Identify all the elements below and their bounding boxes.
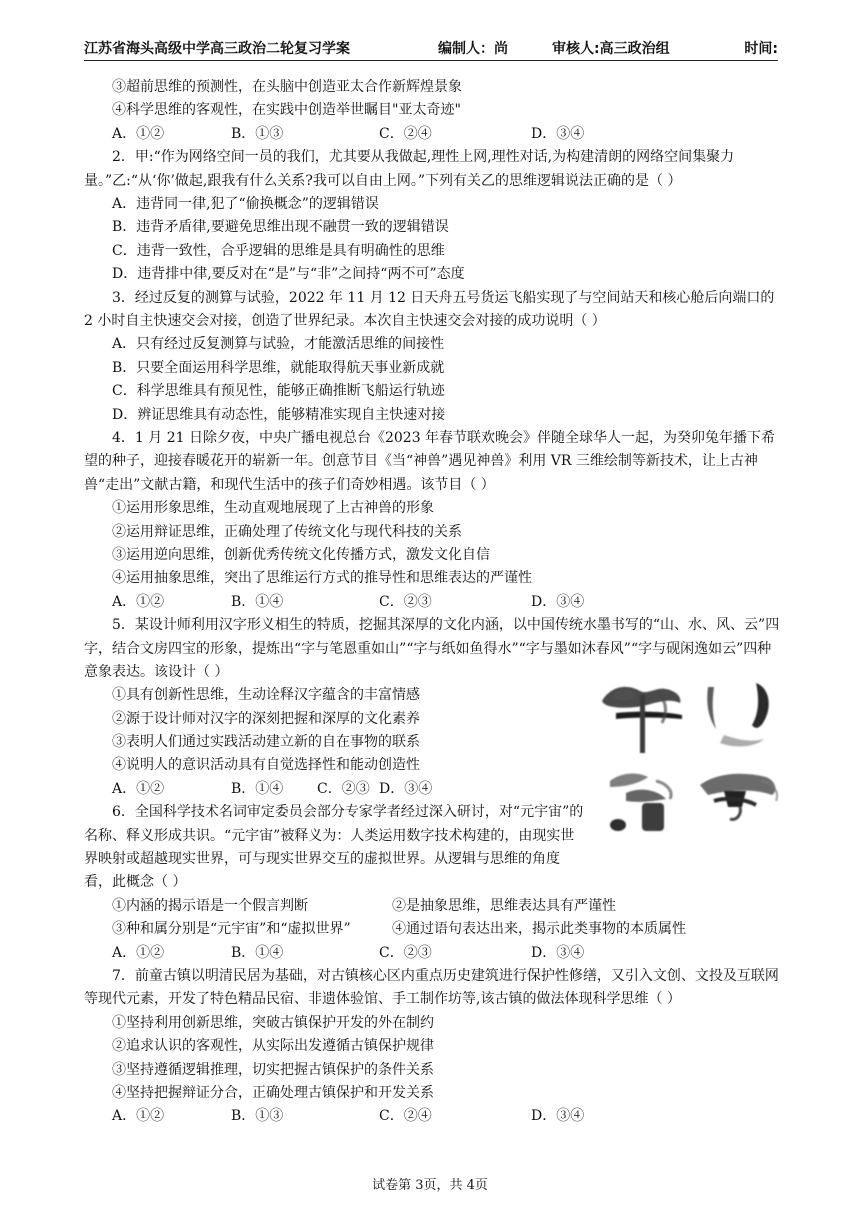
- q6-choices: [84, 942, 780, 965]
- q5-stem: 5．某设计师利用汉字形义相生的特质，挖掘其深厚的文化内涵，以中国传统水墨书写的“山、水、风、云”四字，结合文房四宝的形象，提炼出“字与笔恩重如山”“字与纸如鱼得水”“字与墨如沐春风”“字与砚闲逸如云”四种意象表达。该设计（ ）: [84, 617, 780, 680]
- q1-choice-d: D．③④: [531, 125, 585, 142]
- q5-choice-d: D．③④: [379, 780, 433, 797]
- q6-choice-b: B．①④: [231, 944, 284, 961]
- q6-choice-a: A．①②: [112, 944, 165, 961]
- q6-option-3: ③种和属分别是“元宇宙”和“虚拟世界”: [112, 921, 351, 938]
- q5-choice-a: A．①②: [112, 780, 165, 797]
- q3-choice-c: C．科学思维具有预见性，能够正确推断飞船运行轨迹: [112, 383, 445, 400]
- q5-choice-b: B．①④: [231, 780, 284, 797]
- q3-stem: 3．经过反复的测算与试验，2022 年 11 月 12 日天舟五号货运飞船实现了与空间站天和核心舱后向端口的 2 小时自主快速交会对接，创造了世界纪录。本次自主快速交会对接的成功说明（ ）: [84, 289, 775, 329]
- q4-option-2: ②运用辩证思维，正确处理了传统文化与现代科技的关系: [112, 523, 462, 540]
- q1-choice-c: C．②④: [379, 125, 432, 142]
- q4-choice-c: C．②③: [379, 593, 432, 610]
- q4-option-1: ①运用形象思维，生动直观地展现了上古神兽的形象: [112, 500, 434, 517]
- q7-option-1: ①坚持利用创新思维，突破古镇保护开发的外在制约: [112, 1014, 434, 1031]
- q6-option-1: ①内涵的揭示语是一个假言判断: [112, 897, 308, 914]
- q6-choice-d: D．③④: [531, 944, 585, 961]
- q7-stem: 7．前童古镇以明清民居为基础，对古镇核心区内重点历史建筑进行保护性修缮，又引入文创、文投及互联网等现代元素，开发了特色精品民宿、非遗体验馆、手工制作坊等,该古镇的做法体现科学思维（ ）: [84, 968, 779, 1008]
- q4-choice-a: A．①②: [112, 593, 165, 610]
- q6-choice-c: C．②③: [379, 944, 432, 961]
- shui-character-brush: [707, 683, 768, 746]
- q7-option-3: ③坚持遵循逻辑推理，切实把握古镇保护的条件关系: [112, 1061, 434, 1078]
- q2-choice-d: D．违背排中律,要反对在“是”与“非”之间持“两不可”态度: [112, 266, 465, 283]
- q5-option-3: ③表明人们通过实践活动建立新的自在事物的联系: [112, 734, 420, 751]
- q6-option-4: ④通过语句表达出来，揭示此类事物的本质属性: [392, 921, 686, 938]
- header-editor: 编制人：尚: [438, 41, 508, 57]
- q5-option-1: ①具有创新性思维，生动诠释汉字蕴含的丰富情感: [112, 687, 420, 704]
- q2-stem: 2．甲:“作为网络空间一员的我们，尤其要从我做起,理性上网,理性对话,为构建清朗的网络空间集聚力量。”乙:“从‘你’做起,跟我有什么关系?我可以自由上网。”下列有关乙的思维逻辑说法正确的是（ ）: [84, 149, 735, 189]
- q7-choice-c: C．②④: [379, 1108, 432, 1125]
- header-school: 江苏省海头高级中学高三政治二轮复习学案: [84, 41, 350, 57]
- q6-option-2: ②是抽象思维，思维表达具有严谨性: [392, 897, 616, 914]
- q2-choice-c: C．违背一致性，合乎逻辑的思维是具有明确性的思维: [112, 242, 445, 259]
- page-header: [84, 38, 778, 61]
- q2-choice-a: A．违背同一律,犯了“偷换概念”的逻辑错误: [112, 195, 379, 212]
- ink-brush-art: [596, 673, 782, 845]
- q3-choice-d: D．辨证思维具有动态性，能够精准实现自主快速对接: [112, 406, 446, 423]
- q7-choice-b: B．①③: [231, 1108, 284, 1125]
- q3-choice-a: A．只有经过反复测算与试验，才能激活思维的间接性: [112, 336, 445, 353]
- q1-choice-b: B．①③: [231, 125, 284, 142]
- q4-choice-b: B．①④: [231, 593, 284, 610]
- q1-choice-a: A．①②: [112, 125, 165, 142]
- q7-option-4: ④坚持把握辩证分合，正确处理古镇保护和开发关系: [112, 1085, 434, 1102]
- q4-choice-d: D．③④: [531, 593, 585, 610]
- yun-character-brush: [610, 774, 671, 831]
- q5-option-2: ②源于设计师对汉字的深刻把握和深厚的文化素养: [112, 710, 420, 727]
- q6-stem: 6．全国科学技术名词审定委员会部分专家学者经过深入研讨，对“元宇宙”的名称、释义形成共识。“元宇宙”被释义为：人类运用数字技术构建的，由现实世界映射或超越现实世界，可与现实世界交互的虚拟世界。从逻辑与思维的角度看，此概念（ ）: [84, 804, 584, 891]
- q4-option-3: ③运用逆向思维，创新优秀传统文化传播方式，激发文化自信: [112, 546, 490, 563]
- q7-choice-d: D．③④: [531, 1108, 585, 1125]
- q3-choice-b: B．只要全面运用科学思维，就能取得航天事业新成就: [112, 359, 445, 376]
- header-time: 时间:: [744, 41, 778, 57]
- q1-option-4: ④科学思维的客观性，在实践中创造举世瞩目"亚太奇迹": [112, 102, 461, 119]
- q6-options-row-2: [84, 918, 780, 941]
- q5-option-4: ④说明人的意识活动具有自觉选择性和能动创造性: [112, 757, 420, 774]
- q2-choice-b: B．违背矛盾律,要避免思维出现不融贯一致的逻辑错误: [112, 219, 449, 236]
- q6-options-row-1: [84, 895, 780, 918]
- q4-choices: [84, 591, 780, 614]
- q7-choices: [84, 1105, 780, 1128]
- exam-content: [84, 76, 780, 1129]
- q7-choice-a: A．①②: [112, 1108, 165, 1125]
- q5-choice-c: C．②③: [317, 780, 370, 797]
- header-reviewer: 审核人:高三政治组: [552, 41, 670, 57]
- q7-option-2: ②追求认识的客观性，从实际出发遵循古镇保护规律: [112, 1038, 434, 1055]
- calligraphy-illustration: [596, 673, 782, 845]
- q1-choices: [84, 123, 780, 146]
- q4-stem: 4．1 月 21 日除夕夜，中央广播电视总台《2023 年春节联欢晚会》伴随全球华人一起，为癸卯兔年播下希望的种子，迎接春暖花开的崭新一年。创意节目《当“神兽”遇见神兽》利用 VR 三维绘制等新技术，让上古神兽“走出”文献古籍，和现代生活中的孩子们奇妙相遇。该节目（ ）: [84, 429, 776, 493]
- q4-option-4: ④运用抽象思维，突出了思维运行方式的推导性和思维表达的严谨性: [112, 570, 532, 587]
- shan-character-brush: [602, 687, 682, 753]
- feng-character-brush: [700, 774, 777, 820]
- page-footer: 试卷第 3页，共 4页: [372, 1178, 488, 1193]
- q1-option-3: ③超前思维的预测性，在头脑中创造亚太合作新辉煌景象: [112, 79, 462, 95]
